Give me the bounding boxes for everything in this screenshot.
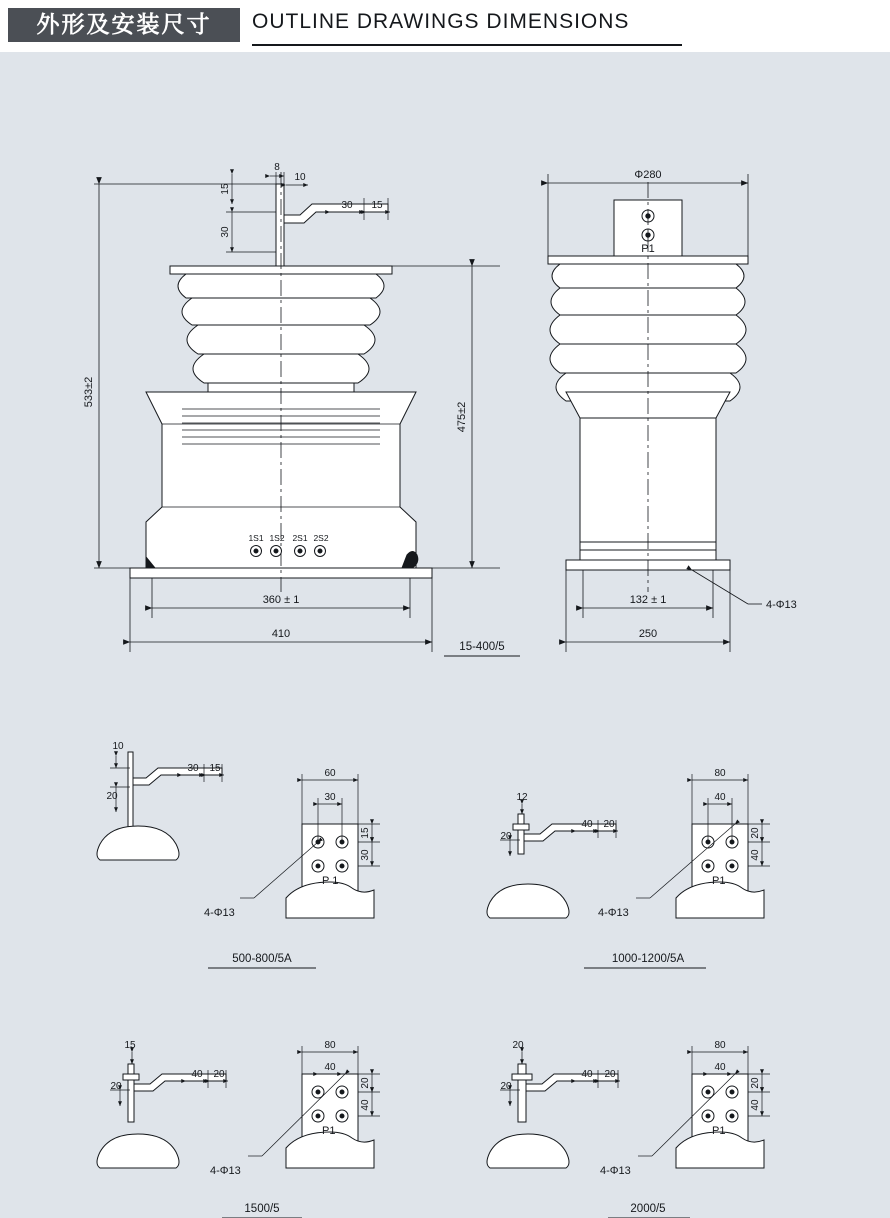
variant-1-dim-1: 20 <box>500 831 512 842</box>
variant-2-dim-3: 20 <box>213 1069 225 1080</box>
main-drawing-caption: 15-400/5 <box>459 641 505 653</box>
dim-label-top-diameter: Φ280 <box>634 169 662 181</box>
variant-2-dim-2: 40 <box>191 1069 203 1080</box>
dim-label-top-e: 30 <box>341 200 353 211</box>
dim-label-top-b: 8 <box>274 162 280 173</box>
side-view-terminal-label: P1 <box>641 243 655 255</box>
variant-0-plate-dim-3: 30 <box>360 849 371 861</box>
variant-0-plate-dim-1: 30 <box>324 792 336 803</box>
variant-1-plate-dim-1: 40 <box>714 792 726 803</box>
dim-label-top-c: 10 <box>294 172 306 183</box>
variant-1-side-detail <box>487 814 616 918</box>
leader-side-holes <box>692 570 762 604</box>
dim-label-top-d: 30 <box>220 226 231 238</box>
variant-0-terminal-label: P 1 <box>322 875 339 887</box>
variant-0-plate-dim-2: 15 <box>360 827 371 839</box>
terminal-label-2s1: 2S1 <box>292 533 308 543</box>
variant-3-dim-2: 40 <box>581 1069 593 1080</box>
outline-drawings-svg <box>0 52 890 1218</box>
dim-label-inner-height: 475±2 <box>456 401 468 433</box>
front-view-terminal-stud <box>276 184 388 266</box>
variant-3-plate-dim-2: 20 <box>750 1077 761 1089</box>
variant-2-holes-label: 4-Φ13 <box>210 1165 241 1177</box>
variant-2-dim-0: 15 <box>124 1040 136 1051</box>
dim-label-total-height: 533±2 <box>83 376 95 408</box>
dim-label-base-centers: 360 ± 1 <box>262 594 300 606</box>
variant-3-group <box>487 1040 770 1218</box>
variant-2-plate-dim-2: 20 <box>360 1077 371 1089</box>
variant-0-dim-0: 10 <box>112 741 124 752</box>
variant-2-terminal-label: P1 <box>322 1125 336 1137</box>
variant-3-dim-1: 20 <box>500 1081 512 1092</box>
dim-label-top-f: 15 <box>371 200 383 211</box>
variant-3-dim-0: 20 <box>512 1040 524 1051</box>
variant-2-side-detail <box>97 1064 226 1168</box>
variant-1-dim-2: 40 <box>581 819 593 830</box>
variant-0-caption: 500-800/5A <box>232 953 292 965</box>
terminal-label-1s1: 1S1 <box>248 533 264 543</box>
variant-1-terminal-label: P1 <box>712 875 726 887</box>
variant-1-caption: 1000-1200/5A <box>611 953 685 965</box>
variant-3-plate-dim-1: 40 <box>714 1062 726 1073</box>
variant-2-group <box>97 1040 380 1218</box>
variant-1-plate-dim-3: 40 <box>750 849 761 861</box>
variant-0-caption-group <box>208 953 316 968</box>
variant-1-plate-dim-2: 20 <box>750 827 761 839</box>
variant-1-dim-3: 20 <box>603 819 615 830</box>
variant-0-dim-3: 15 <box>209 763 221 774</box>
variant-3-caption-group <box>608 1203 690 1218</box>
terminal-label-1s2: 1S2 <box>269 533 285 543</box>
variant-2-plate-dim-0: 80 <box>324 1040 336 1051</box>
header-title-en: OUTLINE DRAWINGS DIMENSIONS <box>252 10 630 33</box>
variant-3-holes-label: 4-Φ13 <box>600 1165 631 1177</box>
variant-1-group <box>487 768 770 968</box>
variant-2-plate-dim-1: 40 <box>324 1062 336 1073</box>
dim-label-side-base-centers: 132 ± 1 <box>629 594 667 606</box>
variant-3-plate-dim-0: 80 <box>714 1040 726 1051</box>
variant-2-dim-1: 20 <box>110 1081 122 1092</box>
variant-0-holes-label: 4-Φ13 <box>204 907 235 919</box>
drawing-sheet <box>0 52 890 1218</box>
variant-0-group <box>97 741 380 968</box>
variant-0-dim-1: 20 <box>106 791 118 802</box>
variant-0-dim-2: 30 <box>187 763 199 774</box>
dim-label-top-a: 15 <box>220 183 231 195</box>
variant-3-plate-dim-3: 40 <box>750 1099 761 1111</box>
dim-label-side-base-width: 250 <box>638 628 658 640</box>
variant-3-caption: 2000/5 <box>630 1203 666 1215</box>
page-header <box>0 0 890 52</box>
variant-0-side-dims <box>110 756 224 812</box>
variant-3-terminal-label: P1 <box>712 1125 726 1137</box>
variant-3-dim-3: 20 <box>604 1069 616 1080</box>
variant-1-dim-0: 12 <box>516 792 528 803</box>
header-title-cn: 外形及安装尺寸 <box>8 8 240 42</box>
variant-2-caption-group <box>222 1203 302 1218</box>
variant-1-holes-label: 4-Φ13 <box>598 907 629 919</box>
variant-1-caption-group <box>584 953 706 968</box>
variant-1-plate-dim-0: 80 <box>714 768 726 779</box>
variant-2-caption: 1500/5 <box>244 1203 280 1215</box>
variant-2-plate-dim-3: 40 <box>360 1099 371 1111</box>
variant-0-plate-dim-0: 60 <box>324 768 336 779</box>
main-caption-group <box>444 641 520 656</box>
terminal-label-2s2: 2S2 <box>313 533 329 543</box>
dim-label-side-holes: 4-Φ13 <box>766 599 797 611</box>
header-underline <box>252 44 682 46</box>
dim-label-base-width: 410 <box>271 628 291 640</box>
